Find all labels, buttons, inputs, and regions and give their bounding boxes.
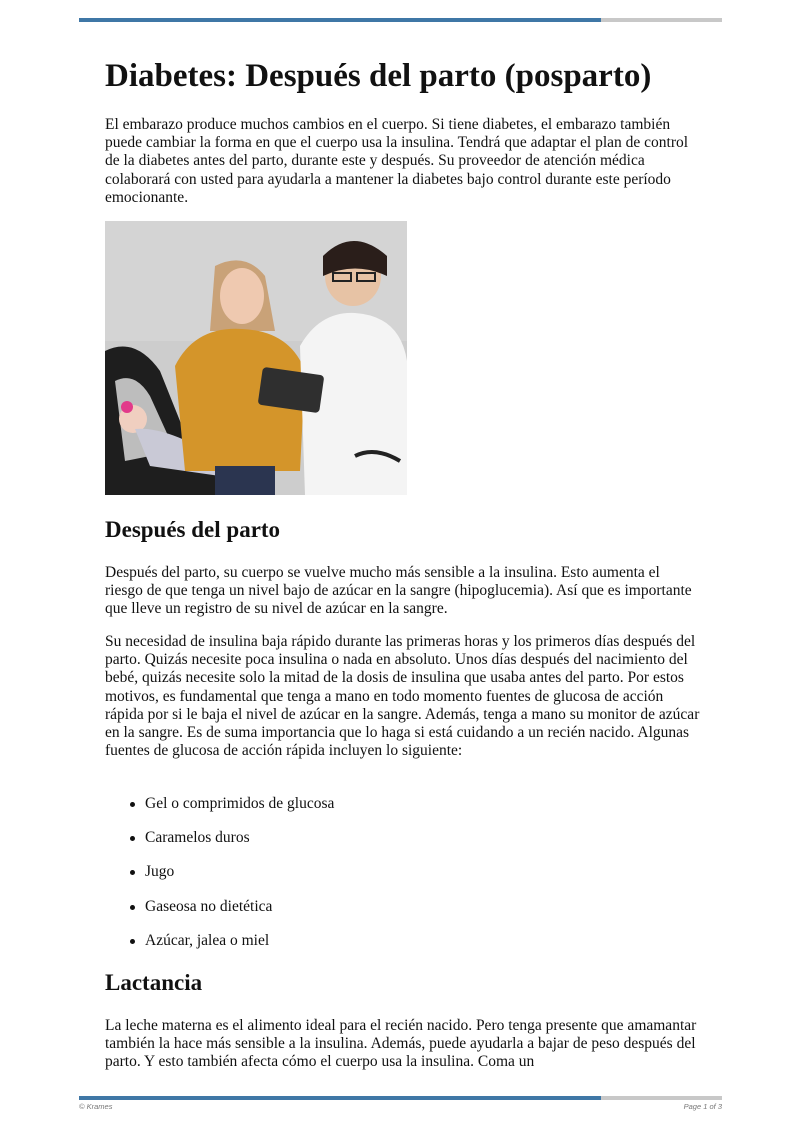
footer-copyright: © Krames bbox=[79, 1102, 113, 1111]
list-item: Gaseosa no dietética bbox=[105, 898, 334, 932]
list-item: Azúcar, jalea o miel bbox=[105, 932, 334, 966]
list-item: Jugo bbox=[105, 863, 334, 897]
footer-rule-accent bbox=[79, 1096, 601, 1100]
header-rule bbox=[79, 18, 722, 22]
page-title: Diabetes: Después del parto (posparto) bbox=[105, 58, 652, 94]
section-heading-postpartum: Después del parto bbox=[105, 517, 281, 542]
list-item: Caramelos duros bbox=[105, 829, 334, 863]
glucose-sources-list bbox=[105, 795, 334, 966]
section-heading-breastfeeding: Lactancia bbox=[105, 970, 203, 995]
mother-and-doctor-photo bbox=[105, 221, 407, 495]
footer-rule bbox=[79, 1096, 722, 1100]
list-item: Gel o comprimidos de glucosa bbox=[105, 795, 334, 829]
intro-paragraph: El embarazo produce muchos cambios en el cuerpo. Si tiene diabetes, el embarazo también puede cambiar la forma en que el cuerpo usa la insulina. Tendrá que adaptar el plan de control de la diabetes antes del parto, durante este y después. Su proveedor de atención médica colaborará con usted para ayudarla a mantener la diabetes bajo control durante este período emocionante. bbox=[105, 116, 689, 206]
photo-illustration bbox=[105, 221, 407, 495]
footer-page-number: Page 1 of 3 bbox=[683, 1102, 722, 1111]
breastfeeding-paragraph-1: La leche materna es el alimento ideal para el recién nacido. Pero tenga presente que amamantar también la hace más sensible a la insulina. Además, puede ayudarla a bajar de peso después del parto. Y esto también afecta cómo el cuerpo usa la insulina. Coma un bbox=[105, 1017, 697, 1071]
header-rule-accent bbox=[79, 18, 601, 22]
postpartum-paragraph-1: Después del parto, su cuerpo se vuelve mucho más sensible a la insulina. Esto aumenta el riesgo de que tenga un nivel bajo de azúcar en la sangre (hipoglucemia). Así que es importante que lleve un registro de su nivel de azúcar en la sangre. bbox=[105, 564, 692, 618]
postpartum-paragraph-2: Su necesidad de insulina baja rápido durante las primeras horas y los primeros días después del parto. Quizás necesite poca insulina o nada en absoluto. Unos días después del nacimiento del bebé, quizás necesite solo la mitad de la dosis de insulina que usaba antes del parto. Por estos motivos, es fundamental que tenga a mano en todo momento fuentes de glucosa de acción rápida por si le baja el nivel de azúcar en la sangre. Además, tenga a mano su monitor de azúcar en la sangre. Es de suma importancia que lo haga si está cuidando a un recién nacido. Algunas fuentes de glucosa de acción rápida incluyen lo siguiente: bbox=[105, 633, 700, 760]
